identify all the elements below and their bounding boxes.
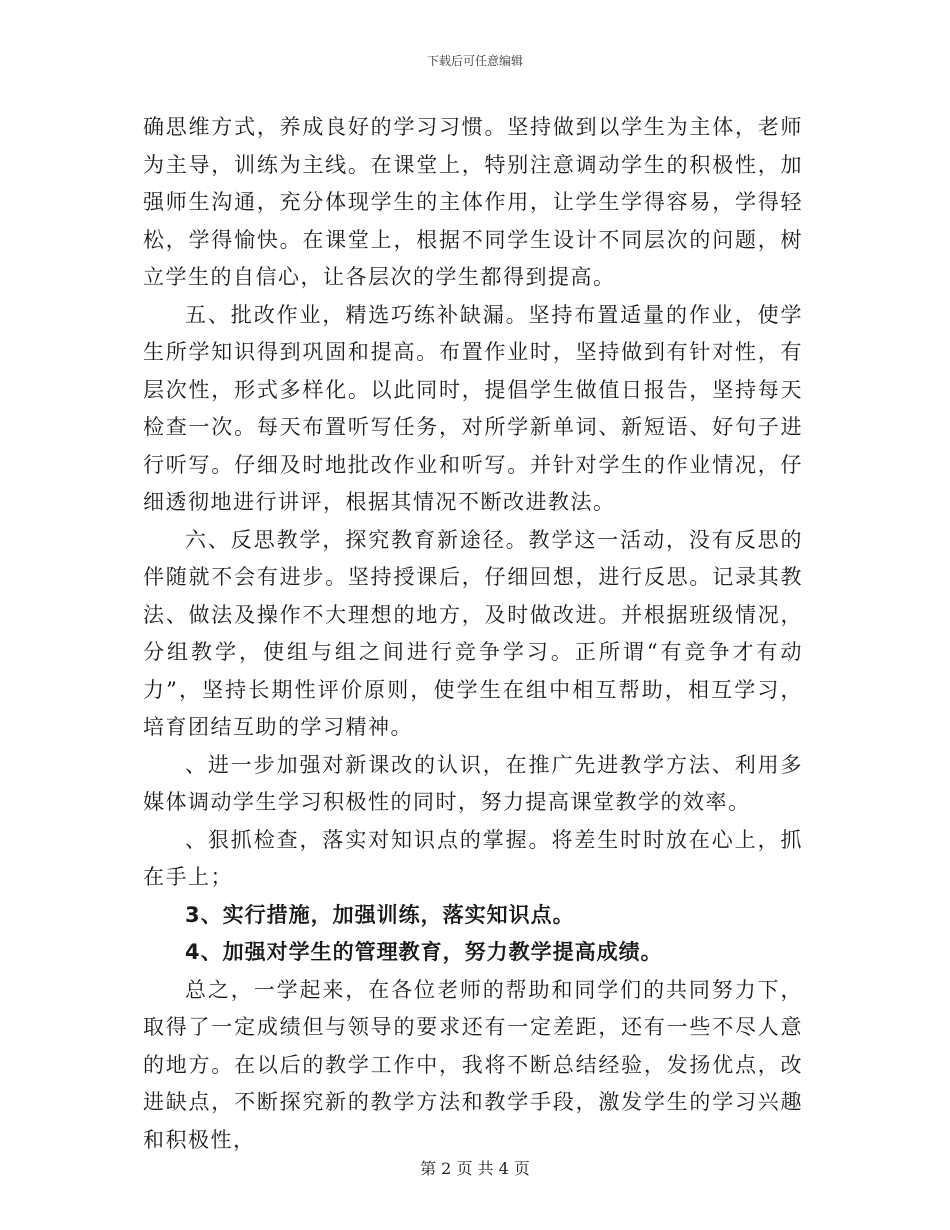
paragraph-5-homework: 五、批改作业，精选巧练补缺漏。坚持布置适量的作业，使学生所学知识得到巩固和提高。布置作业时，坚持做到有针对性，有层次性，形式多样化。以此同时，提倡学生做值日报告，坚持每天检查一次。每天布置听写任务，对所学新单词、新短语、好句子进行听写。仔细及时地批改作业和听写。并针对学生的作业情况，仔细透彻地进行讲评，根据其情况不断改进教法。 <box>143 302 803 514</box>
page-header: 下载后可任意编辑 <box>426 54 523 68</box>
paragraph-6-reflection: 六、反思教学，探究教育新途径。教学这一活动，没有反思的伴随就不会有进步。坚持授课后，仔细回想，进行反思。记录其教法、做法及操作不大理想的地方，及时做改进。并根据班级情况，分组教学，使组与组之间进行竞争学习。正所谓“有竞争才有动力”，坚持长期性评价原则，使学生在组中相互帮助，相互学习，培育团结互助的学习精神。 <box>143 527 803 739</box>
paragraph-curriculum-reform: 、进一步加强对新课改的认识，在推广先进教学方法、利用多媒体调动学生学习积极性的同时，努力提高课堂教学的效率。 <box>143 752 803 814</box>
paragraph-summary: 总之，一学起来，在各位老师的帮助和同学们的共同努力下，取得了一定成绩但与领导的要求还有一定差距，还有一些不尽人意的地方。在以后的教学工作中，我将不断总结经验，发扬优点，改进缺点，不断探究新的教学方法和教学手段，激发学生的学习兴趣和积极性， <box>143 977 803 1152</box>
paragraph-1: 确思维方式，养成良好的学习习惯。坚持做到以学生为主体，老师为主导，训练为主线。在课堂上，特别注意调动学生的积极性，加强师生沟通，充分体现学生的主体作用，让学生学得容易，学得轻松，学得愉快。在课堂上，根据不同学生设计不同层次的问题，树立学生的自信心，让各层次的学生都得到提高。 <box>143 115 803 289</box>
heading-management: 4、加强对学生的管理教育，努力教学提高成绩。 <box>185 940 663 964</box>
document-body <box>143 109 803 1159</box>
heading-measures: 3、实行措施，加强训练，落实知识点。 <box>185 902 575 927</box>
page-footer: 第 2 页 共 4 页 <box>420 1159 530 1178</box>
paragraph-checking: 、狠抓检查，落实对知识点的掌握。将差生时时放在心上，抓在手上； <box>143 827 803 889</box>
